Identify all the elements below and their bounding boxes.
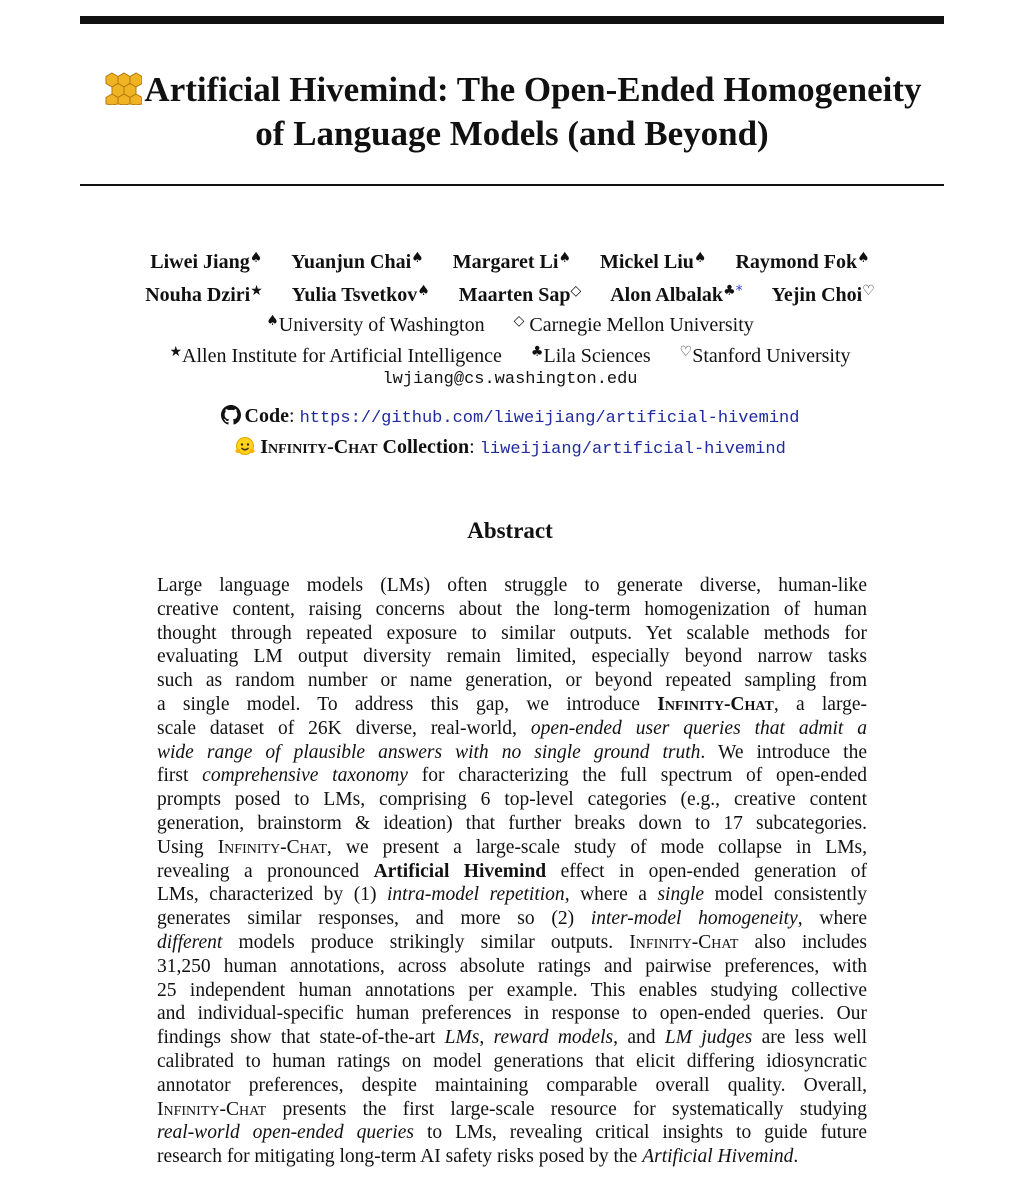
abstract-line: a single model. To address this gap, we introduce Infinity-Chat, a large- <box>157 693 867 715</box>
collection-name: Infinity-Chat <box>260 436 378 458</box>
abstract-line: findings show that state-of-the-art LMs, reward models, and LM judges are less well <box>157 1027 868 1049</box>
affiliations <box>60 308 960 370</box>
abstract-line: 25 independent human annotations per example. This enables studying collective <box>157 979 867 1001</box>
abstract-line: revealing a pronounced Artificial Hivemind effect in open-ended generation of <box>157 860 867 882</box>
abstract-line: creative content, raising concerns about the long-term homogenization of human <box>157 598 867 620</box>
affiliation: ♠University of Washington <box>266 313 485 336</box>
abstract-line: Using Infinity-Chat, we present a large-scale study of mode collapse in LMs, <box>157 836 867 858</box>
code-url-link[interactable]: https://github.com/liweijiang/artificial-hivemind <box>299 409 800 428</box>
title-line-1: Artificial Hivemind: The Open-Ended Homogeneity <box>144 70 922 109</box>
contact-email[interactable]: lwjiang@cs.washington.edu <box>382 370 638 389</box>
author: Nouha Dziri★ <box>145 283 263 306</box>
honeycomb-icon <box>102 71 142 105</box>
author: Mickel Liu♠ <box>600 250 707 273</box>
abstract-line: thought through repeated exposure to similar outputs. Yet scalable methods for <box>157 622 867 644</box>
title-bottom-rule <box>80 184 944 186</box>
abstract-body <box>157 574 867 1169</box>
author: Yuanjun Chai♠ <box>291 250 424 273</box>
affiliation: ★Allen Institute for Artificial Intelligence <box>169 344 502 367</box>
abstract-line: generation, brainstorm & ideation) that further breaks down to 17 subcategories. <box>157 812 867 834</box>
affiliation-row-1 <box>60 308 960 339</box>
collection-link-row: Infinity-Chat Collection: liweijiang/artificial-hivemind <box>60 433 960 464</box>
author: Maarten Sap◇ <box>458 283 582 306</box>
author: Alon Albalak♣* <box>610 283 743 306</box>
affiliation: ♡Stanford University <box>679 344 851 367</box>
resource-links <box>60 402 960 464</box>
paper-title <box>72 68 952 156</box>
abstract-line: calibrated to human ratings on model generations that elicit differing idiosyncratic <box>157 1050 867 1072</box>
abstract-line: annotator preferences, despite maintaining comparable overall quality. Overall, <box>157 1074 867 1096</box>
collection-url-link[interactable]: liweijiang/artificial-hivemind <box>479 440 786 459</box>
abstract-line: real-world open-ended queries to LMs, revealing critical insights to guide future <box>157 1122 867 1144</box>
code-label: Code <box>244 405 289 427</box>
code-link-row: Code: https://github.com/liweijiang/artificial-hivemind <box>60 402 960 433</box>
author: Liwei Jiang♠ <box>150 250 263 273</box>
abstract-line: research for mitigating long-term AI safety risks posed by the Artificial Hivemind. <box>157 1146 799 1168</box>
abstract-line: evaluating LM output diversity remain limited, especially beyond narrow tasks <box>157 646 867 668</box>
author: Yejin Choi♡ <box>771 283 875 306</box>
github-icon <box>221 405 241 425</box>
abstract-line: such as random number or name generation, or beyond repeated sampling from <box>157 670 867 692</box>
affiliation: ♣Lila Sciences <box>530 344 651 367</box>
collection-label: Collection <box>382 436 470 458</box>
huggingface-icon <box>234 436 256 456</box>
author-row-1 <box>60 244 960 277</box>
abstract-line: LMs, characterized by (1) intra-model repetition, where a single model consistently <box>157 884 868 906</box>
author-list <box>60 244 960 310</box>
abstract-line: 31,250 human annotations, across absolute ratings and pairwise preferences, with <box>157 955 867 977</box>
author: Margaret Li♠ <box>452 250 571 273</box>
abstract-line: scale dataset of 26K diverse, real-world, open-ended user queries that admit a <box>157 717 867 739</box>
abstract-line: different models produce strikingly similar outputs. Infinity-Chat also includes <box>157 931 868 953</box>
abstract-line: wide range of plausible answers with no single ground truth. We introduce the <box>157 741 868 763</box>
abstract-line: generates similar responses, and more so (2) inter-model homogeneity, where <box>157 908 867 930</box>
title-line-2: of Language Models (and Beyond) <box>255 114 769 153</box>
top-rule <box>80 16 944 24</box>
abstract-line: prompts posed to LMs, comprising 6 top-level categories (e.g., creative content <box>157 789 867 811</box>
abstract-heading: Abstract <box>467 518 553 543</box>
author-row-2 <box>60 277 960 310</box>
author: Raymond Fok♠ <box>735 250 870 273</box>
abstract-line: and individual-specific human preferences in response to open-ended queries. Our <box>157 1003 867 1025</box>
author: Yulia Tsvetkov♠ <box>291 283 430 306</box>
abstract-line: first comprehensive taxonomy for characterizing the full spectrum of open-ended <box>157 765 867 787</box>
abstract-line: Large language models (LMs) often struggle to generate diverse, human-like <box>157 575 867 596</box>
abstract-line: Infinity-Chat presents the first large-scale resource for systematically studying <box>157 1098 867 1120</box>
affiliation-row-2 <box>60 339 960 370</box>
affiliation: ◇ Carnegie Mellon University <box>513 313 754 336</box>
